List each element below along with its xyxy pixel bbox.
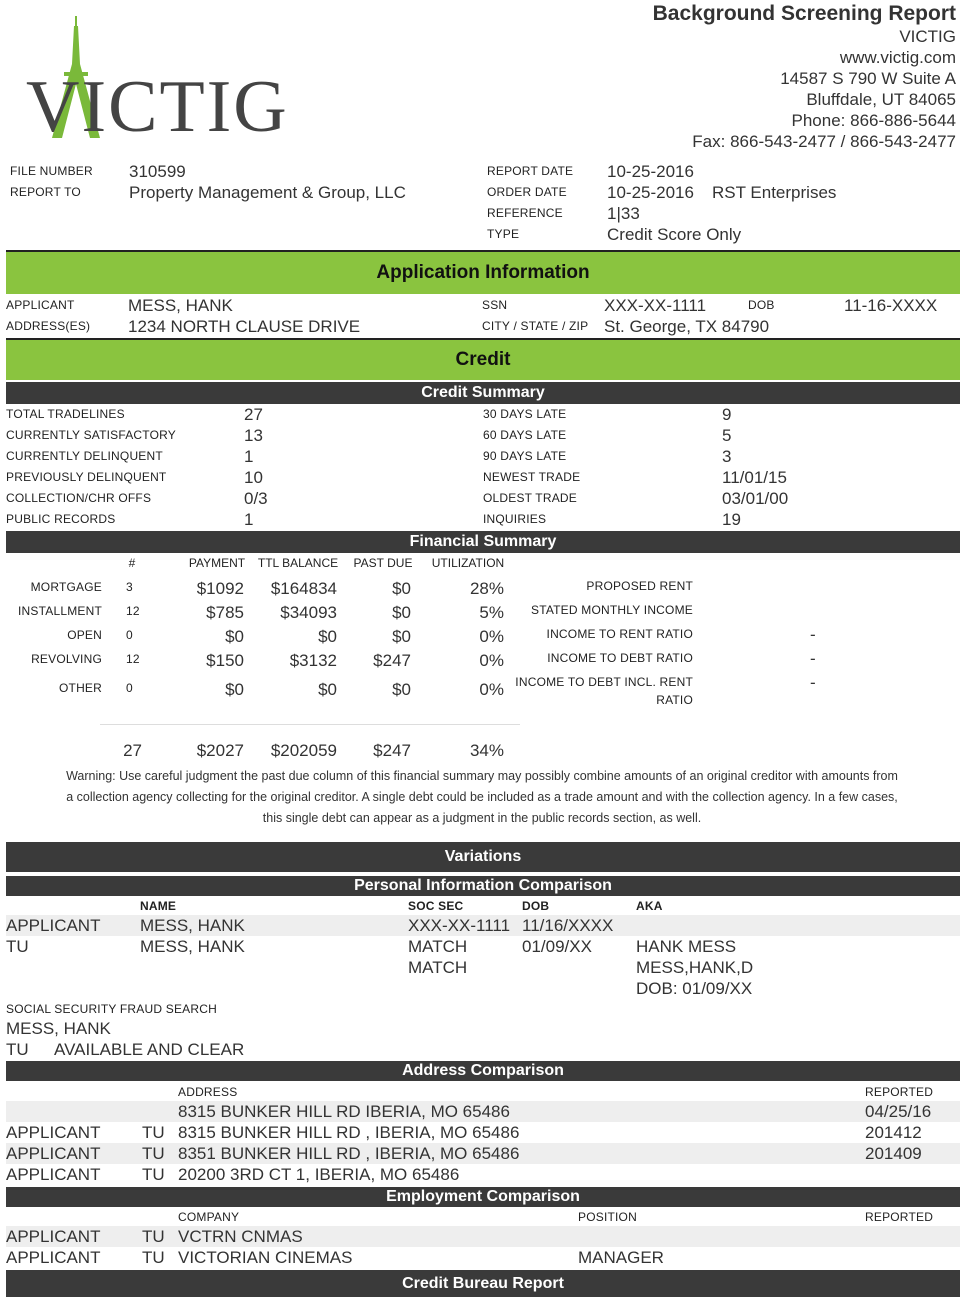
fs-row-payment: $150 — [206, 651, 244, 670]
fs-row-payment: $1092 — [196, 579, 244, 598]
company-logo — [24, 14, 314, 148]
fs-row-util: 0% — [479, 651, 504, 670]
cs-left-value: 27 — [244, 405, 263, 424]
personal-comparison-title: Personal Information Comparison — [354, 877, 612, 894]
application-info-header — [6, 250, 960, 294]
warning-line-1: Warning: Use careful judgment the past due column of this financial summary may possibly combine amounts of an original creditor with amounts from — [66, 769, 898, 783]
cs-right-value: 9 — [722, 405, 732, 424]
employment-comparison-title: Employment Comparison — [386, 1188, 580, 1205]
pc-header-aka: AKA — [636, 899, 663, 913]
ec-row-company: VICTORIAN CINEMAS — [178, 1248, 353, 1267]
total-payment: $2027 — [196, 741, 244, 760]
credit-title: Credit — [455, 349, 511, 370]
totals-divider — [100, 724, 520, 725]
report-to-label: REPORT TO — [10, 185, 81, 199]
pc-tu-ssn-2: MATCH — [408, 958, 468, 977]
company-website[interactable]: www.victig.com — [839, 48, 956, 67]
applicant-label: APPLICANT — [6, 298, 75, 312]
applicant-name: MESS, HANK — [128, 296, 233, 315]
company-name: VICTIG — [899, 27, 956, 46]
pc-header-dob: DOB — [522, 899, 550, 913]
pc-applicant-name: MESS, HANK — [140, 916, 245, 935]
ec-row-company: VCTRN CNMAS — [178, 1227, 303, 1246]
variations-title: Variations — [444, 848, 522, 865]
pc-tu-aka-3: DOB: 01/09/XX — [636, 979, 753, 998]
ssn-label: SSN — [482, 298, 508, 312]
fs-row-count: 3 — [126, 580, 133, 594]
fs-row-past-due: $0 — [392, 627, 411, 646]
ec-header-company: COMPANY — [178, 1210, 240, 1224]
cs-right-value: 3 — [722, 447, 732, 466]
employment-comparison-header — [6, 1187, 960, 1207]
report-title: Background Screening Report — [652, 2, 956, 25]
pc-tu-dob: 01/09/XX — [522, 937, 592, 956]
personal-comparison-header — [6, 876, 960, 896]
fs-header-past-due: PAST DUE — [353, 556, 413, 570]
cs-left-label: PREVIOUSLY DELINQUENT — [6, 470, 167, 484]
fs-header-count: # — [128, 556, 136, 570]
order-date: 10-25-2016 — [607, 183, 694, 202]
type-label: TYPE — [487, 227, 520, 241]
ssfs-name: MESS, HANK — [6, 1019, 111, 1038]
ec-row-bureau: TU — [142, 1248, 165, 1267]
pc-tu-source: TU — [6, 937, 29, 956]
fs-row-balance: $34093 — [280, 603, 337, 622]
address-label: ADDRESS(ES) — [6, 319, 91, 333]
ssfs-source: TU — [6, 1040, 29, 1059]
company-address-line2: Bluffdale, UT 84065 — [806, 90, 956, 109]
ratio-label: STATED MONTHLY INCOME — [531, 603, 693, 617]
file-number: 310599 — [129, 162, 186, 181]
total-balance: $202059 — [270, 741, 337, 760]
order-date-label: ORDER DATE — [487, 185, 567, 199]
applicant-dob: 11-16-XXXX — [844, 296, 938, 315]
fs-row-util: 0% — [479, 627, 504, 646]
ac-row-address: 20200 3RD CT 1, IBERIA, MO 65486 — [178, 1165, 460, 1184]
logo-wordmark: VICTIG — [26, 66, 289, 148]
fs-row-balance: $3132 — [289, 651, 337, 670]
fs-row-count: 12 — [126, 652, 140, 666]
warning-text — [4, 766, 960, 829]
ac-row-reported: 201412 — [865, 1123, 922, 1142]
company-address-line1: 14587 S 790 W Suite A — [780, 69, 956, 88]
financial-summary-header — [6, 531, 960, 553]
cs-right-label: 60 DAYS LATE — [483, 428, 567, 442]
cs-right-label: 90 DAYS LATE — [483, 449, 567, 463]
credit-bureau-report-header — [6, 1270, 960, 1297]
csz-label: CITY / STATE / ZIP — [482, 319, 589, 333]
ssfs-result: AVAILABLE AND CLEAR — [54, 1040, 245, 1059]
fs-row-balance: $0 — [318, 680, 337, 699]
fs-row-type: OTHER — [59, 681, 102, 695]
order-company: RST Enterprises — [712, 183, 837, 202]
cs-left-label: COLLECTION/CHR OFFS — [6, 491, 152, 505]
ratio-label: PROPOSED RENT — [586, 579, 693, 593]
application-info-title: Application Information — [376, 262, 590, 283]
ratio-label: INCOME TO DEBT INCL. RENT — [515, 675, 693, 689]
reference-label: REFERENCE — [487, 206, 563, 220]
pc-tu-name: MESS, HANK — [140, 937, 245, 956]
credit-summary-title: Credit Summary — [421, 384, 545, 401]
total-past-due: $247 — [373, 741, 411, 760]
total-count: 27 — [123, 741, 142, 760]
ssfs-label: SOCIAL SECURITY FRAUD SEARCH — [6, 1002, 217, 1016]
fs-header-payment: PAYMENT — [188, 556, 246, 570]
ac-row-address: 8315 BUNKER HILL RD IBERIA, MO 65486 — [178, 1102, 510, 1121]
pc-tu-aka-2: MESS,HANK,D — [636, 958, 754, 977]
ec-row-position: MANAGER — [578, 1248, 664, 1267]
credit-summary-header — [6, 382, 960, 404]
cs-right-label: OLDEST TRADE — [483, 491, 577, 505]
report-date: 10-25-2016 — [607, 162, 694, 181]
fs-row-past-due: $0 — [392, 680, 411, 699]
fs-row-past-due: $247 — [373, 651, 411, 670]
cs-left-label: CURRENTLY DELINQUENT — [6, 449, 163, 463]
pc-header-name: NAME — [140, 899, 177, 913]
pc-applicant-dob: 11/16/XXXX — [522, 916, 614, 935]
cs-right-value: 03/01/00 — [722, 489, 789, 508]
ac-row-source: APPLICANT — [6, 1165, 101, 1184]
ac-row-source: APPLICANT — [6, 1123, 101, 1142]
ac-header-address: ADDRESS — [178, 1085, 238, 1099]
financial-summary-title: Financial Summary — [409, 533, 557, 550]
cs-right-value: 11/01/15 — [722, 468, 787, 487]
ac-row-reported: 201409 — [865, 1144, 922, 1163]
ratio-value: - — [810, 625, 816, 644]
fs-row-balance: $164834 — [270, 579, 337, 598]
cs-left-value: 1 — [244, 510, 254, 529]
cs-right-value: 19 — [722, 510, 741, 529]
warning-line-3: this single debt can appear as a judgment in the public records section, as well. — [262, 811, 702, 825]
ec-header-reported: REPORTED — [865, 1210, 934, 1224]
warning-line-2: a collection agency collecting for the original creditor. A single debt could be included as a trade amount and with the collection agency. In a few cases, — [66, 790, 898, 804]
ratio-value: - — [810, 673, 816, 692]
fs-row-util: 5% — [479, 603, 504, 622]
cs-left-label: TOTAL TRADELINES — [6, 407, 125, 421]
fs-row-payment: $0 — [225, 680, 244, 699]
fs-row-util: 0% — [479, 680, 504, 699]
variations-header — [6, 842, 960, 872]
dob-label: DOB — [748, 298, 775, 312]
file-number-label: FILE NUMBER — [10, 164, 93, 178]
ratio-label: INCOME TO DEBT RATIO — [547, 651, 693, 665]
cs-right-label: INQUIRIES — [483, 512, 547, 526]
pc-tu-aka-1: HANK MESS — [636, 937, 737, 956]
pc-tu-ssn-1: MATCH — [408, 937, 468, 956]
ac-row-bureau: TU — [142, 1123, 165, 1142]
fs-row-type: OPEN — [67, 628, 102, 642]
ac-row-bureau: TU — [142, 1144, 165, 1163]
type: Credit Score Only — [607, 225, 742, 244]
fs-row-type: REVOLVING — [31, 652, 102, 666]
fs-row-count: 12 — [126, 604, 140, 618]
fs-row-util: 28% — [469, 579, 504, 598]
ac-row-bureau: TU — [142, 1165, 165, 1184]
company-fax: Fax: 866-543-2477 / 866-543-2477 — [692, 132, 956, 151]
cs-left-value: 0/3 — [244, 489, 268, 508]
ec-row-bureau: TU — [142, 1227, 165, 1246]
report-header — [526, 2, 956, 152]
ac-row-address: 8315 BUNKER HILL RD , IBERIA, MO 65486 — [178, 1123, 520, 1142]
total-util: 34% — [469, 741, 504, 760]
ac-row-reported: 04/25/16 — [865, 1102, 932, 1121]
cs-right-label: NEWEST TRADE — [483, 470, 581, 484]
cs-left-value: 10 — [244, 468, 263, 487]
ratio-value: - — [810, 649, 816, 668]
ec-header-position: POSITION — [578, 1210, 637, 1224]
cs-right-label: 30 DAYS LATE — [483, 407, 567, 421]
pc-applicant-ssn: XXX-XX-1111 — [408, 916, 511, 935]
fs-row-payment: $785 — [206, 603, 244, 622]
fs-row-past-due: $0 — [392, 603, 411, 622]
cs-left-value: 13 — [244, 426, 263, 445]
applicant-ssn: XXX-XX-1111 — [604, 296, 707, 315]
report-date-label: REPORT DATE — [487, 164, 574, 178]
report-to: Property Management & Group, LLC — [129, 183, 406, 202]
fs-row-balance: $0 — [318, 627, 337, 646]
cs-left-label: PUBLIC RECORDS — [6, 512, 116, 526]
credit-bureau-report-title: Credit Bureau Report — [402, 1275, 564, 1292]
fs-header-util: UTILIZATION — [431, 556, 505, 570]
fs-row-count: 0 — [126, 681, 133, 695]
ac-row-source: APPLICANT — [6, 1144, 101, 1163]
ratio-label: INCOME TO RENT RATIO — [546, 627, 693, 641]
reference: 1|33 — [607, 204, 640, 223]
ec-row-source: APPLICANT — [6, 1248, 101, 1267]
fs-row-type: MORTGAGE — [30, 580, 102, 594]
fs-row-type: INSTALLMENT — [18, 604, 102, 618]
fs-header-balance: TTL BALANCE — [257, 556, 339, 570]
ec-row-source: APPLICANT — [6, 1227, 101, 1246]
pc-applicant-source: APPLICANT — [6, 916, 101, 935]
address-comparison-header — [6, 1061, 960, 1081]
cs-left-value: 1 — [244, 447, 254, 466]
applicant-csz: St. George, TX 84790 — [604, 317, 770, 336]
fs-row-past-due: $0 — [392, 579, 411, 598]
applicant-address: 1234 NORTH CLAUSE DRIVE — [128, 317, 361, 336]
fs-row-count: 0 — [126, 628, 133, 642]
fs-row-payment: $0 — [225, 627, 244, 646]
cs-right-value: 5 — [722, 426, 732, 445]
cs-left-label: CURRENTLY SATISFACTORY — [6, 428, 176, 442]
address-comparison-title: Address Comparison — [402, 1062, 564, 1079]
ac-row-address: 8351 BUNKER HILL RD , IBERIA, MO 65486 — [178, 1144, 520, 1163]
pc-header-ssn: SOC SEC — [408, 899, 464, 913]
credit-header — [6, 338, 960, 380]
company-phone: Phone: 866-886-5644 — [791, 111, 956, 130]
ratio-label-cont: RATIO — [656, 693, 693, 707]
ac-header-reported: REPORTED — [865, 1085, 934, 1099]
